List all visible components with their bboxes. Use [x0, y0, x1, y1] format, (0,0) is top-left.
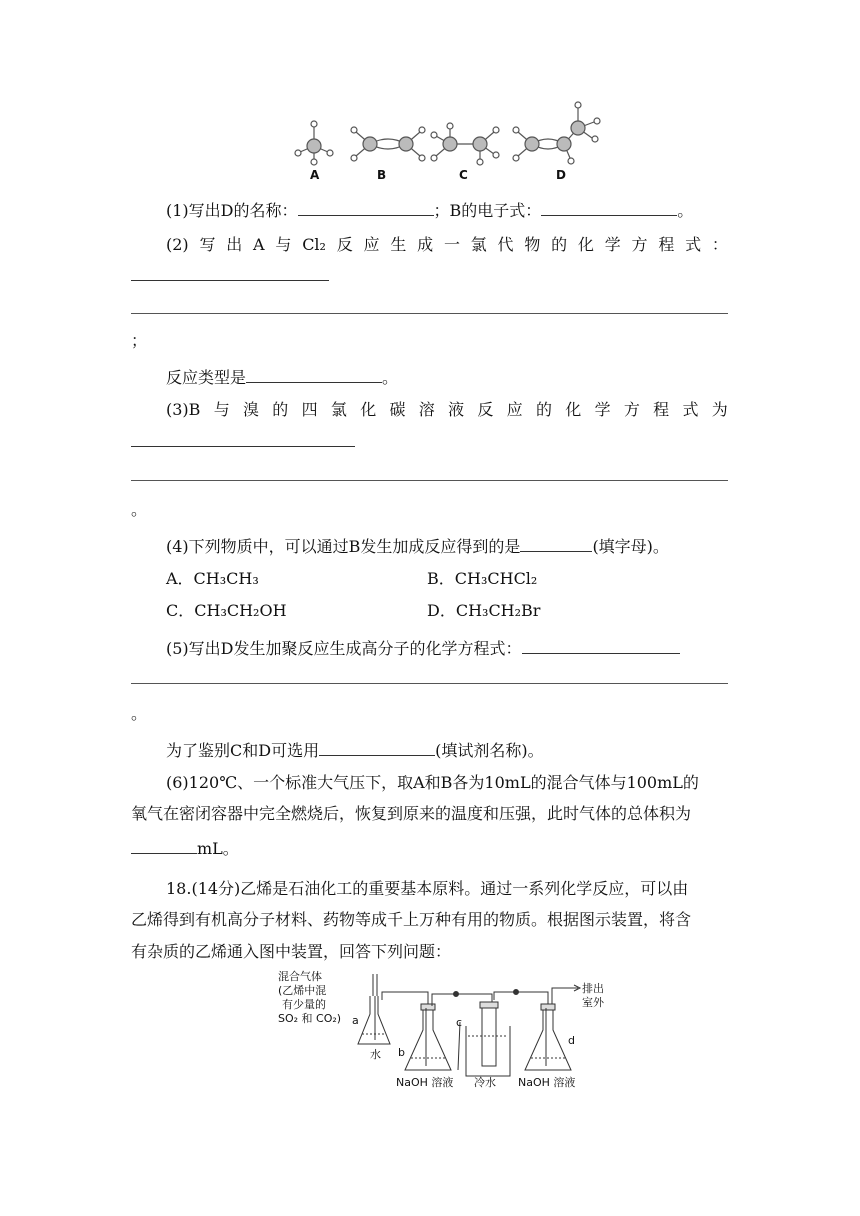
answer-blank-reagent[interactable]	[319, 739, 435, 756]
q2-char: 一	[443, 235, 460, 254]
gas-label-line2: (乙烯中混	[278, 984, 327, 997]
q2-char: 生	[390, 235, 407, 254]
q2-char: A	[253, 235, 265, 254]
q3-char: 四	[301, 400, 318, 419]
naoh-label-2: NaOH 溶液	[518, 1076, 576, 1089]
answer-blank-q6[interactable]	[131, 837, 197, 854]
q1-end: 。	[677, 201, 694, 220]
q5-text: (5)写出D发生加聚反应生成高分子的化学方程式：	[166, 639, 522, 658]
q3-char: 液	[448, 400, 465, 419]
q3-char: 应	[506, 400, 523, 419]
apparatus-diagram	[278, 966, 608, 1092]
label-b: b	[398, 1046, 405, 1059]
molecule-label-b: B	[377, 168, 387, 182]
q2-char: 出	[226, 235, 243, 254]
question-18-line2: 乙烯得到有机高分子材料、药物等成千上万种有用的物质。根据图示装置，将含	[131, 910, 692, 929]
q3-char: (3)B	[166, 400, 201, 419]
q2-semicolon: ；	[131, 331, 148, 350]
q3-char: 程	[653, 400, 670, 419]
q2-char: 应	[363, 235, 380, 254]
q3-char: 的	[272, 400, 289, 419]
molecule-models-figure	[290, 98, 610, 168]
answer-line-q2-line2[interactable]	[131, 313, 728, 314]
q2-char: 反	[336, 235, 353, 254]
q2-char: 成	[417, 235, 434, 254]
q3-char: 化	[360, 400, 377, 419]
molecule-label-c: C	[459, 168, 468, 182]
question-2-prompt	[166, 235, 728, 255]
answer-blank-reaction-type[interactable]	[246, 366, 382, 383]
q2-char: 程	[658, 235, 675, 254]
molecule-label-d: D	[556, 168, 566, 182]
q3-char: 式	[682, 400, 699, 419]
question-6-answer	[131, 837, 239, 859]
q2-char: 学	[604, 235, 621, 254]
gas-label-line1: 混合气体	[278, 970, 322, 983]
q3-end: 。	[131, 500, 148, 519]
q2-char: 氯	[470, 235, 487, 254]
q2-char: 的	[551, 235, 568, 254]
q3-char: 溶	[418, 400, 435, 419]
q2-char: 与	[275, 235, 292, 254]
question-18-line1: 18.(14分)乙烯是石油化工的重要基本原料。通过一系列化学反应，可以由	[166, 879, 689, 898]
q3-char: 与	[213, 400, 230, 419]
q5-end: 。	[131, 704, 148, 723]
q2-char: 物	[524, 235, 541, 254]
answer-blank-q2-line1[interactable]	[131, 264, 329, 281]
q3-char: 为	[711, 400, 728, 419]
q4-text: (4)下列物质中，可以通过B发生加成反应得到的是	[166, 537, 521, 556]
q1-middle: ；B的电子式：	[433, 201, 542, 220]
q3-char: 化	[565, 400, 582, 419]
q2-char: ：	[711, 235, 728, 254]
reaction-type-label: 反应类型是	[166, 368, 247, 387]
q4-hint: (填字母)。	[592, 537, 669, 556]
question-18-line3: 有杂质的乙烯通入图中装置，回答下列问题：	[131, 942, 452, 961]
q2-char: 写	[199, 235, 216, 254]
q3-char: 的	[535, 400, 552, 419]
q3-char: 学	[594, 400, 611, 419]
answer-blank-q5-line1[interactable]	[522, 637, 680, 654]
molecule-label-a: A	[310, 168, 320, 182]
naoh-label-1: NaOH 溶液	[396, 1076, 454, 1089]
answer-line-q5-line2[interactable]	[131, 683, 728, 684]
answer-blank-q3-line1[interactable]	[131, 430, 355, 447]
option-d: D．CH₃CH₂Br	[427, 601, 541, 620]
exhaust-label-2: 室外	[582, 996, 604, 1009]
q3-char: 碳	[389, 400, 406, 419]
label-c: c	[456, 1016, 463, 1029]
gas-label-line3: 有少量的	[282, 998, 326, 1011]
q3-char: 氯	[330, 400, 347, 419]
exhaust-label-1: 排出	[582, 982, 604, 995]
gas-label-line4: SO₂ 和 CO₂)	[278, 1012, 342, 1025]
label-a: a	[352, 1014, 359, 1027]
q2-char: 式	[685, 235, 702, 254]
answer-blank-d-name[interactable]	[298, 199, 434, 216]
q2-char: 方	[631, 235, 648, 254]
q2-char: Cl₂	[302, 235, 326, 254]
reaction-type-end: 。	[382, 368, 399, 387]
option-c: C．CH₃CH₂OH	[166, 601, 287, 620]
question-2-reaction-type	[166, 366, 398, 388]
question-5	[166, 637, 680, 659]
q1-prefix: (1)写出D的名称：	[166, 201, 298, 220]
q2-char: 代	[497, 235, 514, 254]
q3-char: 反	[477, 400, 494, 419]
water-label: 水	[370, 1048, 381, 1061]
question-6-line2: 氧气在密闭容器中完全燃烧后，恢复到原来的温度和压强，此时气体的总体积为	[131, 804, 692, 823]
question-4	[166, 535, 669, 557]
question-1	[166, 199, 693, 221]
q3-char: 方	[623, 400, 640, 419]
answer-blank-b-electron-formula[interactable]	[541, 199, 677, 216]
reagent-suffix: (填试剂名称)。	[435, 741, 544, 760]
q6-unit: mL。	[197, 839, 239, 858]
question-3-prompt	[166, 400, 728, 420]
answer-blank-q4[interactable]	[520, 535, 592, 552]
label-d: d	[568, 1034, 575, 1047]
reagent-prefix: 为了鉴别C和D可选用	[166, 741, 320, 760]
q3-char: 溴	[243, 400, 260, 419]
q2-char: 化	[577, 235, 594, 254]
question-6-line1: (6)120℃、一个标准大气压下，取A和B各为10mL的混合气体与100mL的	[166, 773, 699, 792]
question-5-reagent	[166, 739, 544, 761]
option-b: B．CH₃CHCl₂	[427, 569, 538, 588]
option-a: A．CH₃CH₃	[166, 569, 259, 588]
cold-water-label: 冷水	[474, 1076, 496, 1089]
q2-char: (2)	[166, 235, 189, 254]
answer-line-q3-line2[interactable]	[131, 480, 728, 481]
